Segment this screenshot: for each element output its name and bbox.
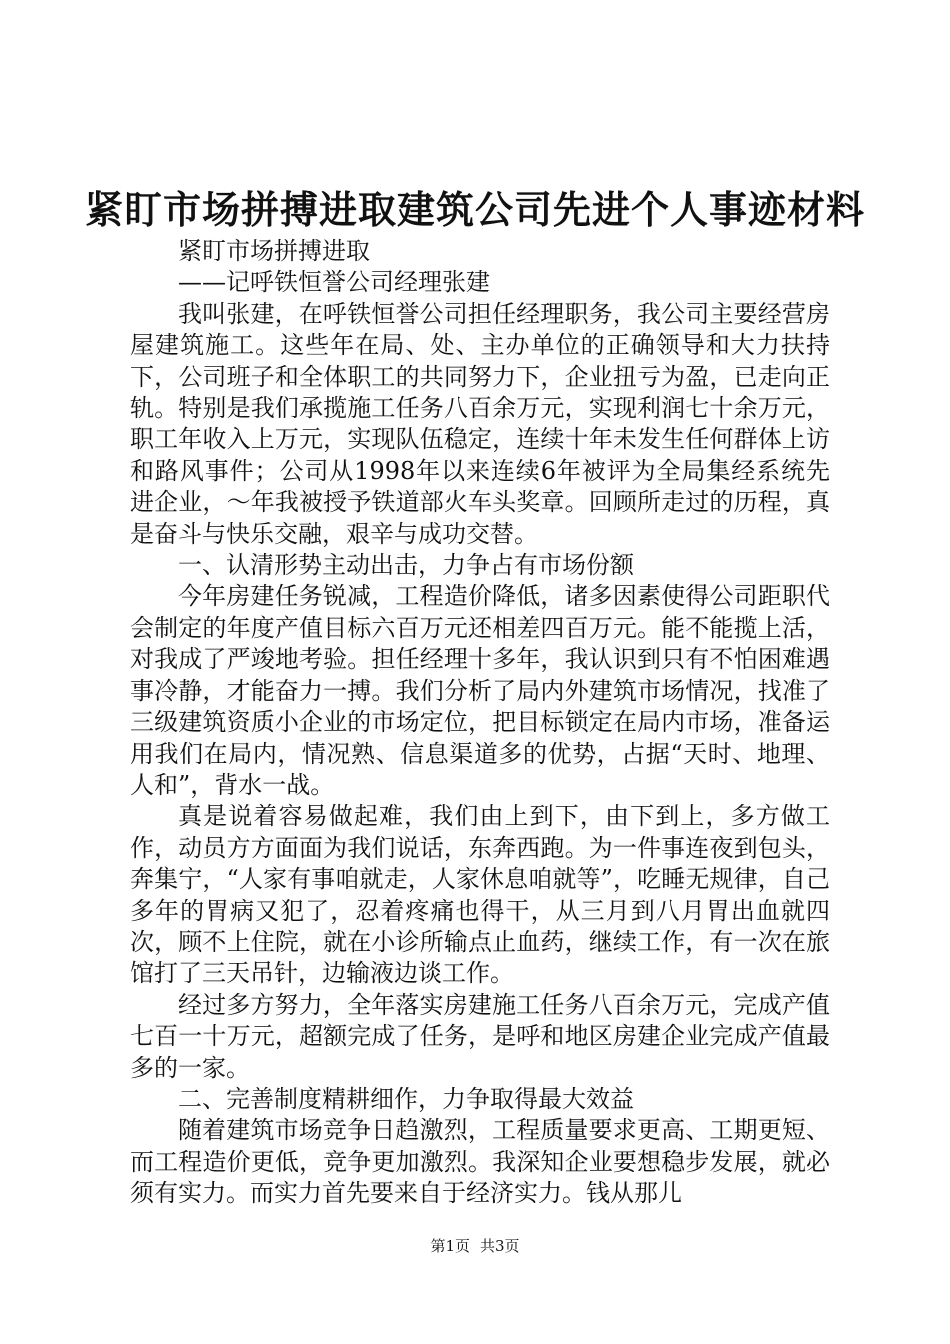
body-paragraph: 真是说着容易做起难，我们由上到下，由下到上，多方做工作，动员方方面面为我们说话，东奔西跑。为一件事连夜到包头，奔集宁，“人家有事咱就走，人家休息咱就等”，吃睡无规律，自己多年的胃病又犯了，忍着疼痛也得干，从三月到八月胃出血就四次，顾不上住院，就在小诊所输点止血药，继续工作，有一次在旅馆打了三天吊针，边输液边谈工作。	[130, 802, 830, 988]
article-heading: 紧盯市场拼搏进取	[178, 237, 370, 265]
body-paragraph: 今年房建任务锐减，工程造价降低，诸多因素使得公司距职代会制定的年度产值目标六百万元还相差四百万元。能不能揽上活，对我成了严竣地考验。担任经理十多年，我认识到只有不怕困难遇事冷静，才能奋力一搏。我们分析了局内外建筑市场情况，找准了三级建筑资质小企业的市场定位，把目标锁定在局内市场，准备运用我们在局内，情况熟、信息渠道多的优势，占据“天时、地理、人和”，背水一战。	[130, 582, 830, 799]
section-heading: 二、完善制度精耕细作，力争取得最大效益	[178, 1084, 634, 1113]
body-paragraph: 随着建筑市场竞争日趋激烈，工程质量要求更高、工期更短、而工程造价更低，竞争更加激烈。我深知企业要想稳步发展，就必须有实力。而实力首先要来自于经济实力。钱从那儿	[130, 1116, 830, 1208]
page-number: 第1页	[430, 1237, 470, 1255]
section-heading: 一、认清形势主动出击，力争占有市场份额	[178, 551, 634, 580]
body-paragraph: 我叫张建，在呼铁恒誉公司担任经理职务，我公司主要经营房屋建筑施工。这些年在局、处、主办单位的正确领导和大力扶持下，公司班子和全体职工的共同努力下，企业扭亏为盈，已走向正轨。特别是我们承揽施工任务八百余万元，实现利润七十余万元，职工年收入上万元，实现队伍稳定，连续十年未发生任何群体上访和路风事件；公司从1998年以来连续6年被评为全局集经系统先进企业，～年我被授予铁道部火车头奖章。回顾所走过的历程，真是奋斗与快乐交融，艰辛与成功交替。	[130, 299, 830, 548]
page-footer	[0, 1236, 950, 1256]
document-body	[130, 236, 830, 1210]
document-title: 紧盯市场拼搏进取建筑公司先进个人事迹材料	[84, 187, 865, 232]
article-subheading: ——记呼铁恒誉公司经理张建	[178, 268, 490, 297]
page-total: 共3页	[480, 1237, 520, 1255]
body-paragraph: 经过多方努力，全年落实房建施工任务八百余万元，完成产值七百一十万元，超额完成了任务，是呼和地区房建企业完成产值最多的一家。	[130, 990, 830, 1082]
